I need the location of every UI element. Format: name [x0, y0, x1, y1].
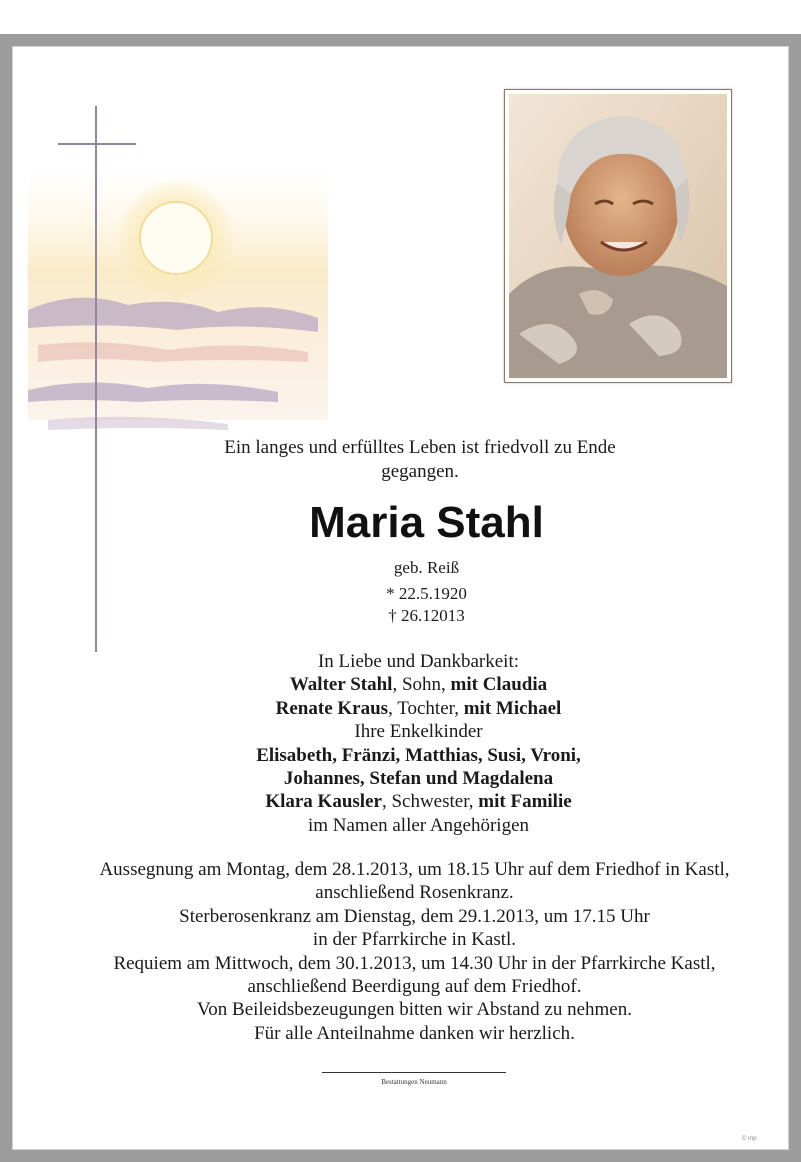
undertaker-name: Bestattungen Neumann [381, 1078, 447, 1086]
grandchildren-line [18, 744, 801, 767]
service-line: Requiem am Mittwoch, dem 30.1.2013, um 14.30 Uhr in der Pfarrkirche Kastl, [113, 952, 716, 974]
portrait-photo [509, 94, 727, 378]
mourner-name: Klara Kausler [265, 791, 382, 813]
birth-date: * 22.5.1920 [386, 584, 467, 603]
mourner-relation: , Schwester, [381, 791, 479, 813]
service-line: in der Pfarrkirche in Kastl. [312, 929, 517, 951]
service-line: anschließend Beerdigung auf dem Friedhof. [247, 976, 582, 998]
mourner-partner: mit Familie [478, 791, 572, 813]
grandchildren-line [18, 767, 801, 790]
service-line: Sterberosenkranz am Dienstag, dem 29.1.2013, um 17.15 Uhr [179, 905, 650, 927]
death-date: † 26.12013 [388, 606, 465, 625]
grandchildren-heading: Ihre Enkelkinder [354, 721, 483, 743]
mourners-closing: im Namen aller Angehörigen [307, 814, 530, 836]
mourners-heading: In Liebe und Dankbarkeit: [317, 651, 519, 672]
mourner-line [18, 673, 801, 696]
mourner-relation: , Sohn, [392, 674, 451, 696]
mourner-name: Renate Kraus [275, 697, 389, 719]
portrait-frame [504, 89, 732, 383]
service-line: Von Beileidsbezeugungen bitten wir Abstand zu nehmen. [197, 999, 632, 1021]
service-line: anschließend Rosenkranz. [315, 882, 514, 904]
mourner-relation: , Tochter, [388, 697, 464, 719]
life-dates [26, 583, 801, 627]
intro-line: Ein langes und erfülltes Leben ist friedvoll zu Ende [224, 437, 616, 458]
copyright-mark: © mp [742, 1136, 757, 1142]
mourner-partner: mit Michael [463, 697, 562, 719]
signature-divider [322, 1072, 506, 1073]
mourner-partner: mit Claudia [450, 674, 548, 696]
mourner-name: Walter Stahl [289, 674, 393, 696]
intro-text [150, 436, 690, 484]
mourner-line [18, 697, 801, 720]
service-details [14, 858, 801, 1045]
mourners-list [18, 650, 801, 837]
grandchildren-names: Johannes, Stefan und Magdalena [283, 768, 554, 790]
service-line: Aussegnung am Montag, dem 28.1.2013, um 18.15 Uhr auf dem Friedhof in Kastl, [99, 859, 730, 880]
mourner-line [18, 790, 801, 813]
maiden-name: geb. Reiß [393, 558, 460, 577]
grandchildren-names: Elisabeth, Fränzi, Matthias, Susi, Vroni, [256, 744, 581, 766]
service-line: Für alle Anteilnahme danken wir herzlich. [254, 1022, 575, 1044]
intro-line: gegangen. [381, 461, 459, 482]
deceased-name: Maria Stahl [309, 498, 544, 547]
